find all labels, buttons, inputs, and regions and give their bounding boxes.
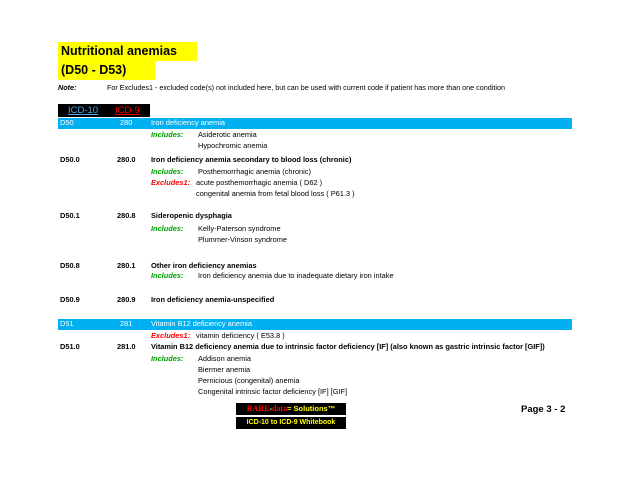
- excludes-label: Excludes1:: [151, 331, 191, 340]
- includes-item: Iron deficiency anemia due to inadequate dietary iron intake: [198, 271, 394, 280]
- includes-label: Includes:: [151, 130, 184, 139]
- excludes-item: vitamin deficiency ( E53.8 ): [196, 331, 285, 340]
- includes-item: Hypochromic anemia: [198, 141, 268, 150]
- brand-dash: -: [269, 404, 272, 413]
- code-icd9: 280.1: [117, 261, 136, 270]
- excludes-item: acute posthemorrhagic anemia ( D62 ): [196, 178, 323, 187]
- includes-item: Congenital intrinsic factor deficiency [IF] [GIF]: [198, 387, 348, 396]
- includes-item: Kelly-Paterson syndrome: [198, 224, 281, 233]
- code-icd10: D50.8: [60, 261, 80, 270]
- column-icd10: ICD-10: [68, 105, 99, 116]
- brand-rare: RARE: [246, 404, 270, 413]
- note-text: For Excludes1 - excluded code(s) not included here, but can be used with current code if patient has more than one condition: [107, 83, 505, 92]
- code-icd9: 280.9: [117, 295, 136, 304]
- category-bar-d50: [58, 118, 572, 129]
- brand-subtitle: ICD-10 to ICD-9 Whitebook: [236, 417, 346, 429]
- brand-logo: [236, 403, 346, 415]
- brand-solutions: = Solutions™: [287, 404, 336, 413]
- includes-label: Includes:: [151, 271, 184, 280]
- code-description: Iron deficiency anemia secondary to blood loss (chronic): [151, 155, 352, 164]
- brand-data: data: [271, 404, 288, 413]
- includes-label: Includes:: [151, 224, 184, 233]
- title-line-2: (D50 - D53): [58, 61, 155, 80]
- code-icd9: 281.0: [117, 342, 136, 351]
- code-icd9: 280.0: [117, 155, 136, 164]
- column-icd9: ICD-9: [115, 105, 140, 116]
- code-icd9: 281: [120, 319, 133, 328]
- excludes-item: congenital anemia from fetal blood loss ( P61.3 ): [196, 189, 355, 198]
- includes-item: Biermer anemia: [198, 365, 251, 374]
- section-title: [58, 42, 197, 80]
- code-icd9: 280: [120, 118, 133, 127]
- code-icd10: D50.9: [60, 295, 80, 304]
- code-description: Vitamin B12 deficiency anemia: [151, 319, 252, 328]
- includes-item: Asiderotic anemia: [198, 130, 257, 139]
- column-header: [58, 104, 150, 117]
- page-number: Page 3 - 2: [521, 404, 566, 415]
- includes-item: Addison anemia: [198, 354, 252, 363]
- code-icd10: D51.0: [60, 342, 80, 351]
- code-icd10: D50: [60, 118, 74, 127]
- code-description: Sideropenic dysphagia: [151, 211, 232, 220]
- code-description: Vitamin B12 deficiency anemia due to intrinsic factor deficiency [IF] (also known as gastric intrinsic factor [GIF]): [151, 342, 545, 351]
- category-bar-d51: [58, 319, 572, 330]
- code-description: Iron deficiency anemia-unspecified: [151, 295, 275, 304]
- code-description: Other iron deficiency anemias: [151, 261, 257, 270]
- includes-item: Posthemorrhagic anemia (chronic): [198, 167, 311, 176]
- includes-item: Plummer-Vinson syndrome: [198, 235, 287, 244]
- note-label: Note:: [58, 83, 77, 92]
- code-icd10: D51: [60, 319, 74, 328]
- code-icd10: D50.0: [60, 155, 80, 164]
- includes-item: Pernicious (congenital) anemia: [198, 376, 300, 385]
- code-icd9: 280.8: [117, 211, 136, 220]
- excludes-label: Excludes1:: [151, 178, 191, 187]
- includes-label: Includes:: [151, 354, 184, 363]
- code-description: Iron deficiency anemia: [151, 118, 225, 127]
- includes-label: Includes:: [151, 167, 184, 176]
- code-icd10: D50.1: [60, 211, 80, 220]
- title-line-1: Nutritional anemias: [58, 42, 197, 61]
